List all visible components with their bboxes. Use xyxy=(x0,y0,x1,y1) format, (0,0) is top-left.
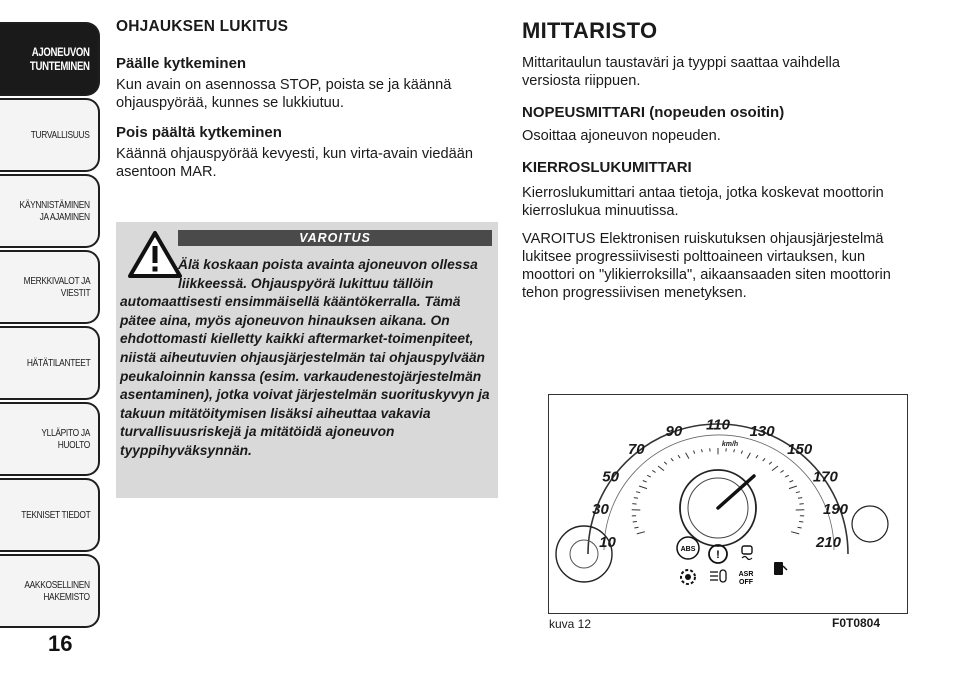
tab-label: TURVALLISUUS xyxy=(31,129,90,141)
speed-label: 70 xyxy=(627,441,645,459)
tab-ajoneuvon-tunteminen[interactable] xyxy=(0,22,100,96)
speedometer-illustration xyxy=(548,394,908,614)
tab-label: TEKNISET TIEDOT xyxy=(20,509,90,521)
tab-label: KÄYNNISTÄMINEN JA AJAMINEN xyxy=(19,199,90,223)
abs-label: ABS xyxy=(680,546,696,553)
page-number: 16 xyxy=(48,631,73,656)
page-title: MITTARISTO xyxy=(522,18,658,43)
rpm-warning-paragraph: VAROITUS Elektronisen ruiskutuksen ohjausjärjestelmä lukitsee progressiivisesti polttoaineen virtauksen, kun moottori on "ylikierroksilla", aikaansaaden siten moottorin tehon progressiivisen menetyksen. xyxy=(522,231,891,301)
tab-label: AAKKOSELLINEN HAKEMISTO xyxy=(24,579,90,603)
instrument-cluster-figure xyxy=(548,394,908,614)
paragraph-on: Kun avain on asennossa STOP, poista se ja käännä ohjauspyörää, kunnes se lukkiutuu. xyxy=(116,77,452,111)
speed-tick xyxy=(799,504,803,505)
paragraph-off: Käännä ohjauspyörää kevyesti, kun virta-avain viedään asentoon MAR. xyxy=(116,146,473,180)
tab-label: HÄTÄTILANTEET xyxy=(26,357,90,369)
section-title: OHJAUKSEN LUKITUS xyxy=(116,18,289,35)
figure-code: F0T0804 xyxy=(832,616,881,630)
subheading-off: Pois päältä kytkeminen xyxy=(116,124,282,141)
tab-label: MERKKIVALOT JA VIESTIT xyxy=(23,275,90,299)
asr-off-icon xyxy=(739,571,754,586)
tab-label: AJONEUVON TUNTEMINEN xyxy=(30,45,90,73)
speedometer-paragraph: Osoittaa ajoneuvon nopeuden. xyxy=(522,128,721,144)
svg-text:ASR: ASR xyxy=(738,571,754,578)
rpm-paragraph: Kierroslukumittari antaa tietoja, jotka koskevat moottorin kierroslukua minuutissa. xyxy=(522,185,884,219)
tab-tekniset-tiedot[interactable] xyxy=(0,478,100,552)
speed-tick xyxy=(633,522,637,523)
speed-label: 110 xyxy=(706,416,730,434)
speed-label: 30 xyxy=(592,501,609,518)
speed-label: 170 xyxy=(812,468,838,486)
figure-caption: kuva 12 xyxy=(549,617,592,631)
tab-kaynnistaminen[interactable] xyxy=(0,174,100,248)
speed-label: 190 xyxy=(822,501,849,518)
speed-tick xyxy=(799,522,803,523)
left-column xyxy=(116,18,500,181)
speed-tick xyxy=(798,498,802,499)
speed-label: 50 xyxy=(602,468,619,486)
tab-label: YLLÄPITO JA HUOLTO xyxy=(41,427,90,451)
speed-tick xyxy=(634,498,638,499)
speed-label: 90 xyxy=(665,423,683,440)
unit-label: km/h xyxy=(721,441,739,448)
speed-label: 210 xyxy=(815,533,842,551)
svg-text:!: ! xyxy=(716,549,720,561)
speed-tick xyxy=(632,504,636,505)
tab-hakemisto[interactable] xyxy=(0,554,100,628)
tab-yllapito[interactable] xyxy=(0,402,100,476)
svg-text:OFF: OFF xyxy=(739,579,753,586)
warning-text xyxy=(120,256,490,461)
speed-label: 10 xyxy=(599,533,616,551)
tab-turvallisuus[interactable] xyxy=(0,98,100,172)
tab-hatatilanteet[interactable] xyxy=(0,326,100,400)
tab-merkkivalot[interactable] xyxy=(0,250,100,324)
warning-title: VAROITUS xyxy=(178,230,492,246)
right-column xyxy=(522,18,902,302)
warning-box xyxy=(116,222,498,498)
speedometer-heading: NOPEUSMITTARI (nopeuden osoitin) xyxy=(522,104,785,121)
subheading-on: Päälle kytkeminen xyxy=(116,55,247,72)
warning-body: Älä koskaan poista avainta ajoneuvon ollessa liikkeessä. Ohjauspyörä lukittuu tällöin automaattisesti ensimmäisellä kääntökerralla. Tämä pätee aina, myös ajoneuvon hinauksen aikana. On ehdottomasti kielletty kaikki aftermarket-toimenpiteet, niistä aiheutuvien ohjausjärjestelmän tai ohjauspylvään peukaloinnin kanssa (esim. varkaudenestojärjestelmän asentaminen), jotka voivat järjestelmän suorituskyvyn ja takuun mitätöitymisen lisäksi aiheuttaa vakavia turvallisuusriskejä ja mitätöidä ajoneuvon tyyppihyväksynnän. xyxy=(120,257,490,458)
speed-label: 150 xyxy=(787,441,813,459)
intro-paragraph: Mittaritaulun taustaväri ja tyyppi saattaa vaihdella versiosta riippuen. xyxy=(522,55,840,89)
rpm-heading: KIERROSLUKUMITTARI xyxy=(522,159,692,176)
speed-label: 130 xyxy=(749,423,775,440)
